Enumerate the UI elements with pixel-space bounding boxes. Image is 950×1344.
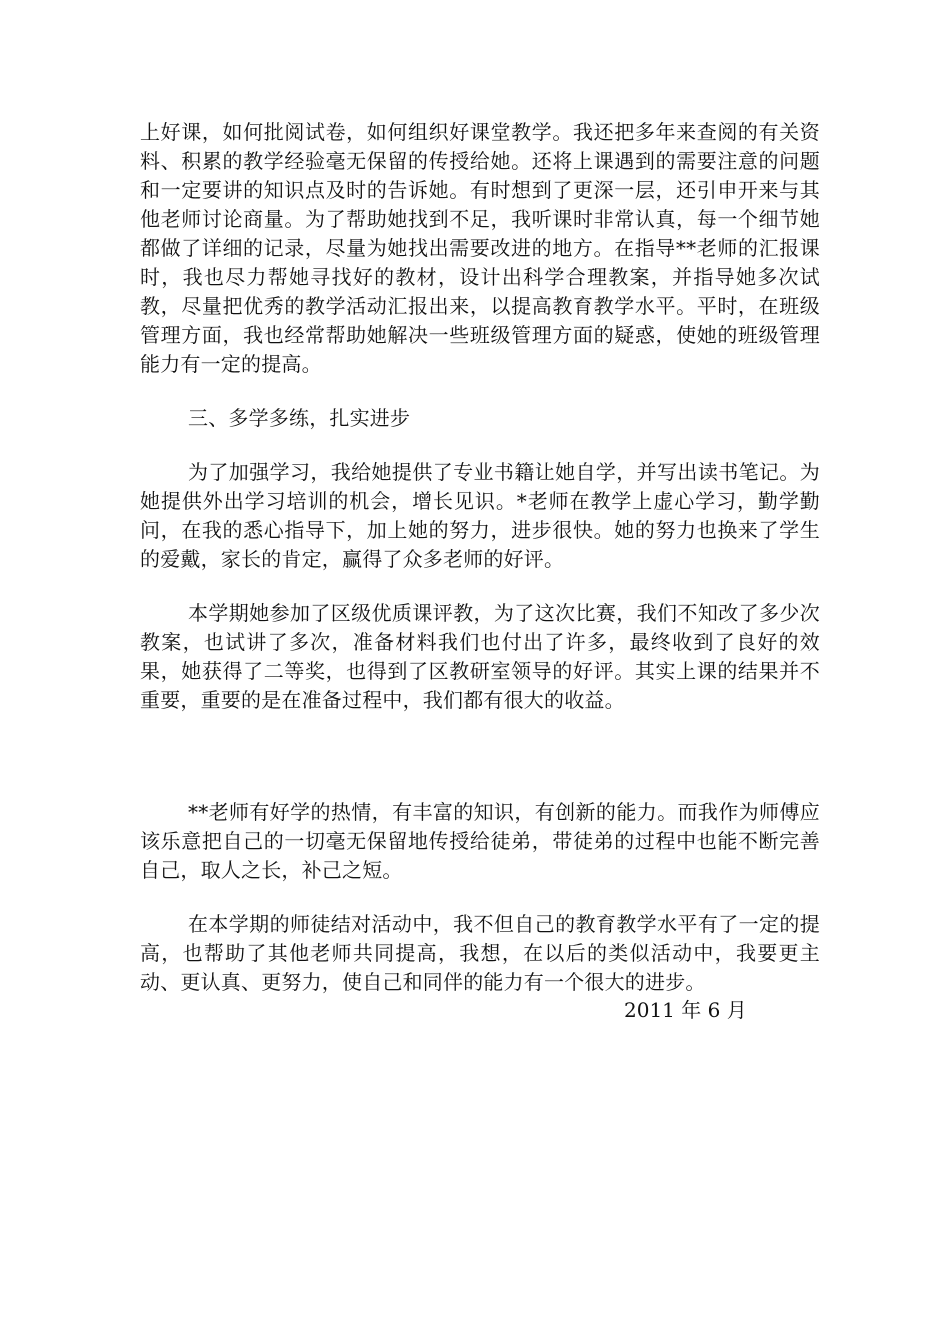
section-heading-3: 三、多学多练，扎实进步 xyxy=(188,406,411,430)
paragraph-mentoring-details: 上好课，如何批阅试卷，如何组织好课堂教学。我还把多年来查阅的有关资料、积累的教学经验毫无保留的传授给她。还将上课遇到的需要注意的问题和一定要讲的知识点及时的告诉她。有时想到了更深一层，还引申开来与其他老师讨论商量。为了帮助她找到不足，我听课时非常认真，每一个细节她都做了详细的记录，尽量为她找出需要改进的地方。在指导**老师的汇报课时，我也尽力帮她寻找好的教材，设计出科学合理教案，并指导她多次试教，尽量把优秀的教学活动汇报出来，以提高教育教学水平。平时，在班级管理方面，我也经常帮助她解决一些班级管理方面的疑惑，使她的班级管理能力有一定的提高。 xyxy=(140,120,820,376)
paragraph-competition: 本学期她参加了区级优质课评教，为了这次比赛，我们不知改了多少次教案，也试讲了多次，准备材料我们也付出了许多，最终收到了良好的效果，她获得了二等奖，也得到了区教研室领导的好评。其实上课的结果并不重要，重要的是在准备过程中，我们都有很大的收益。 xyxy=(140,601,820,712)
paragraph-conclusion: 在本学期的师徒结对活动中，我不但自己的教育教学水平有了一定的提高，也帮助了其他老师共同提高，我想，在以后的类似活动中，我要更主动、更认真、更努力，使自己和同伴的能力有一个很大的进步。 xyxy=(140,912,820,994)
paragraph-learning: 为了加强学习，我给她提供了专业书籍让她自学，并写出读书笔记。为她提供外出学习培训的机会，增长见识。*老师在教学上虚心学习，勤学勤问，在我的悉心指导下，加上她的努力，进步很快。她的努力也换来了学生的爱戴，家长的肯定，赢得了众多老师的好评。 xyxy=(140,460,820,571)
paragraph-teacher-qualities: **老师有好学的热情，有丰富的知识，有创新的能力。而我作为师傅应该乐意把自己的一切毫无保留地传授给徒弟，带徒弟的过程中也能不断完善自己，取人之长，补己之短。 xyxy=(140,800,820,882)
document-date: 2011 年 6 月 xyxy=(624,998,747,1022)
document-body xyxy=(140,118,820,997)
